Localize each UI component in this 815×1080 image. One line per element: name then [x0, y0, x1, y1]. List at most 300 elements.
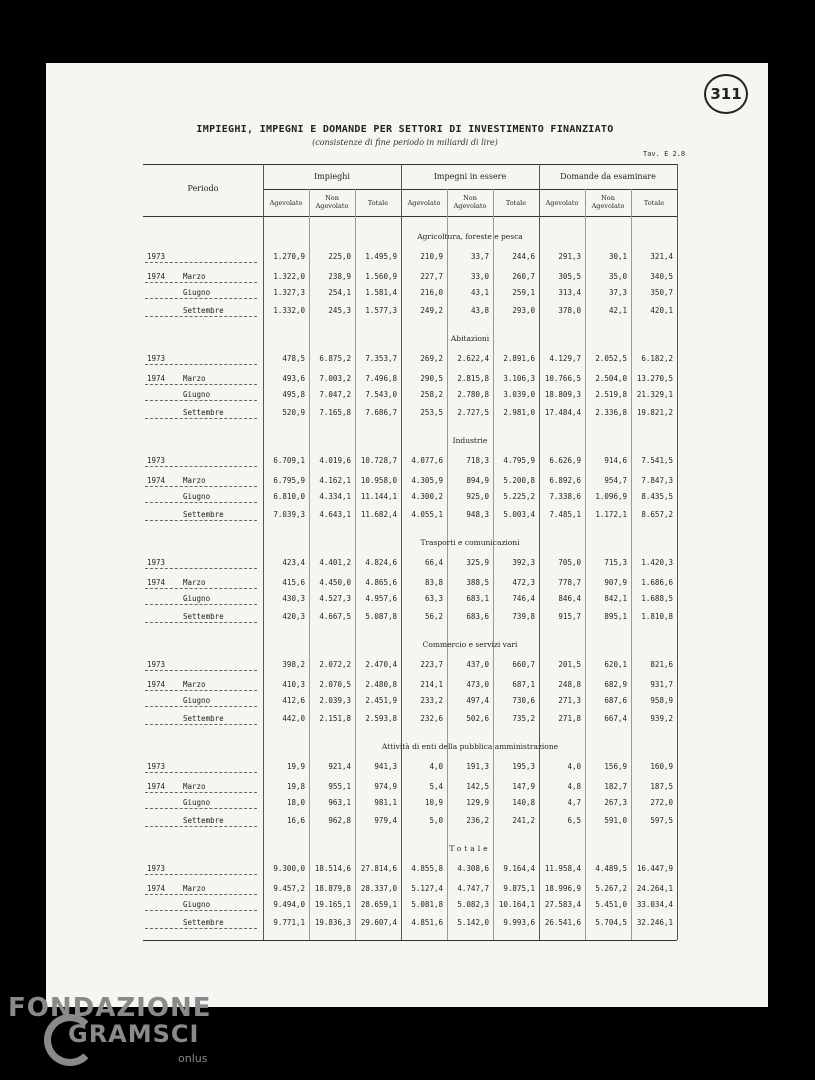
table-cell: 3.039,0 — [503, 390, 535, 399]
table-cell: 2.891,6 — [503, 354, 535, 363]
table-cell: 4.489,5 — [595, 864, 627, 873]
table-cell: 8.657,2 — [641, 510, 673, 519]
table-cell: 7.039,3 — [273, 510, 305, 519]
table-cell: 735,2 — [512, 714, 535, 723]
table-cell: 4.851,6 — [411, 918, 443, 927]
table-cell: 4.308,6 — [457, 864, 489, 873]
table-cell: 730,6 — [512, 696, 535, 705]
table-cell: 442,0 — [282, 714, 305, 723]
leader-line — [145, 298, 257, 299]
period-month: Marzo — [183, 680, 206, 689]
logo-line-1: FONDAZIONE — [8, 993, 212, 1023]
table-cell: 778,7 — [558, 578, 581, 587]
table-cell: 6.875,2 — [319, 354, 351, 363]
period-month: Giugno — [183, 492, 211, 501]
table-cell: 388,5 — [466, 578, 489, 587]
table-cell: 9.771,1 — [273, 918, 305, 927]
table-cell: 4.055,1 — [411, 510, 443, 519]
table-cell: 11.144,1 — [360, 492, 397, 501]
column-header: Agevolato — [269, 199, 303, 207]
table-cell: 267,3 — [604, 798, 627, 807]
table-cell: 3.106,3 — [503, 374, 535, 383]
period-month: Settembre — [183, 408, 224, 417]
table-cell: 223,7 — [420, 660, 443, 669]
table-cell: 42,1 — [608, 306, 627, 315]
table-cell: 412,6 — [282, 696, 305, 705]
table-cell: 1.810,8 — [641, 612, 673, 621]
table-cell: 907,9 — [604, 578, 627, 587]
table-cell: 925,0 — [466, 492, 489, 501]
table-cell: 705,0 — [558, 558, 581, 567]
table-cell: 493,6 — [282, 374, 305, 383]
leader-line — [145, 588, 257, 589]
table-cell: 245,3 — [328, 306, 351, 315]
period-month: Marzo — [183, 578, 206, 587]
table-cell: 1.327,3 — [273, 288, 305, 297]
table-cell: 378,0 — [558, 306, 581, 315]
table-cell: 244,6 — [512, 252, 535, 261]
table-cell: 9.164,4 — [503, 864, 535, 873]
table-cell: 253,5 — [420, 408, 443, 417]
table-cell: 5.267,2 — [595, 884, 627, 893]
section-title: Abitazioni — [450, 334, 490, 343]
period-month: Marzo — [183, 374, 206, 383]
table-cell: 5.142,0 — [457, 918, 489, 927]
table-cell: 420,3 — [282, 612, 305, 621]
table-cell: 4.077,6 — [411, 456, 443, 465]
table-cell: 10.164,1 — [498, 900, 535, 909]
table-cell: 160,9 — [650, 762, 673, 771]
leader-line — [145, 874, 257, 875]
table-cell: 191,3 — [466, 762, 489, 771]
table-cell: 687,1 — [512, 680, 535, 689]
leader-line — [145, 826, 257, 827]
table-cell: 290,5 — [420, 374, 443, 383]
table-cell: 895,1 — [604, 612, 627, 621]
table-cell: 821,6 — [650, 660, 673, 669]
table-cell: 142,5 — [466, 782, 489, 791]
table-cell: 293,0 — [512, 306, 535, 315]
leader-line — [145, 262, 257, 263]
table-cell: 269,2 — [420, 354, 443, 363]
table-cell: 974,9 — [374, 782, 397, 791]
table-cell: 915,7 — [558, 612, 581, 621]
leader-line — [145, 808, 257, 809]
section-title: Commercio e servizi vari — [422, 640, 518, 649]
table-cell: 19,9 — [286, 762, 305, 771]
section-title: Attività di enti della pubblica amministrazione — [381, 742, 559, 751]
table-cell: 415,6 — [282, 578, 305, 587]
period-header: Periodo — [187, 184, 219, 193]
table-cell: 258,2 — [420, 390, 443, 399]
table-cell: 472,3 — [512, 578, 535, 587]
table-cell: 24.264,1 — [636, 884, 673, 893]
table-cell: 18.879,8 — [314, 884, 351, 893]
table-cell: 7.485,1 — [549, 510, 581, 519]
table-cell: 921,4 — [328, 762, 351, 771]
table-cell: 83,8 — [424, 578, 443, 587]
table-cell: 2.593,8 — [365, 714, 397, 723]
table-cell: 19.821,2 — [636, 408, 673, 417]
table-cell: 10,9 — [424, 798, 443, 807]
period-year: 1973 — [147, 354, 166, 363]
table-cell: 4,8 — [567, 782, 581, 791]
table-cell: 7.686,7 — [365, 408, 397, 417]
table-cell: 1.420,3 — [641, 558, 673, 567]
table-cell: 6.626,9 — [549, 456, 581, 465]
table-cell: 272,0 — [650, 798, 673, 807]
table-cell: 13.270,5 — [636, 374, 673, 383]
column-header: Agevolato — [407, 199, 441, 207]
leader-line — [145, 894, 257, 895]
table-cell: 340,5 — [650, 272, 673, 281]
table-cell: 291,3 — [558, 252, 581, 261]
table-cell: 259,1 — [512, 288, 535, 297]
leader-line — [145, 910, 257, 911]
leader-line — [145, 502, 257, 503]
table-cell: 2.504,0 — [595, 374, 627, 383]
table-cell: 33,0 — [470, 272, 489, 281]
table-cell: 10.728,7 — [360, 456, 397, 465]
table-cell: 842,1 — [604, 594, 627, 603]
table-cell: 9.457,2 — [273, 884, 305, 893]
table-cell: 254,1 — [328, 288, 351, 297]
table-cell: 392,3 — [512, 558, 535, 567]
table-cell: 66,4 — [424, 558, 443, 567]
table-cell: 1.322,0 — [273, 272, 305, 281]
table-cell: 313,4 — [558, 288, 581, 297]
table-cell: 430,3 — [282, 594, 305, 603]
table-cell: 2.815,8 — [457, 374, 489, 383]
table-cell: 4.855,8 — [411, 864, 443, 873]
table-cell: 63,3 — [424, 594, 443, 603]
column-header: Non Agevolato — [315, 194, 349, 210]
table-cell: 249,2 — [420, 306, 443, 315]
table-cell: 18,0 — [286, 798, 305, 807]
table-cell: 7.543,0 — [365, 390, 397, 399]
table-cell: 28.659,1 — [360, 900, 397, 909]
table-cell: 18.514,6 — [314, 864, 351, 873]
table-cell: 667,4 — [604, 714, 627, 723]
table-cell: 683,1 — [466, 594, 489, 603]
period-year: 1974 — [147, 578, 166, 587]
table-cell: 17.484,4 — [544, 408, 581, 417]
column-header: Agevolato — [545, 199, 579, 207]
table-cell: 21.329,1 — [636, 390, 673, 399]
table-cell: 682,9 — [604, 680, 627, 689]
table-cell: 32.246,1 — [636, 918, 673, 927]
leader-line — [145, 400, 257, 401]
table-cell: 2.480,8 — [365, 680, 397, 689]
table-cell: 478,5 — [282, 354, 305, 363]
table-cell: 56,2 — [424, 612, 443, 621]
table-cell: 238,9 — [328, 272, 351, 281]
table-cell: 4.334,1 — [319, 492, 351, 501]
table-cell: 216,0 — [420, 288, 443, 297]
table-cell: 495,8 — [282, 390, 305, 399]
period-month: Settembre — [183, 714, 224, 723]
table-cell: 2.052,5 — [595, 354, 627, 363]
group-header-domande: Domande da esaminare — [560, 172, 656, 181]
period-month: Marzo — [183, 476, 206, 485]
table-cell: 225,0 — [328, 252, 351, 261]
column-header: Totale — [505, 199, 527, 207]
table-title: IMPIEGHI, IMPEGNI E DOMANDE PER SETTORI DI INVESTIMENTO FINANZIATO — [196, 124, 614, 135]
table-cell: 4.747,7 — [457, 884, 489, 893]
table-cell: 4.450,0 — [319, 578, 351, 587]
table-cell: 11.958,4 — [544, 864, 581, 873]
table-cell: 410,3 — [282, 680, 305, 689]
table-cell: 6.810,0 — [273, 492, 305, 501]
group-header-impegni: Impegni in essere — [433, 172, 507, 181]
table-cell: 1.172,1 — [595, 510, 627, 519]
leader-line — [145, 670, 257, 671]
period-month: Marzo — [183, 884, 206, 893]
table-cell: 6.795,9 — [273, 476, 305, 485]
table-cell: 497,4 — [466, 696, 489, 705]
table-cell: 2.780,8 — [457, 390, 489, 399]
table-cell: 941,3 — [374, 762, 397, 771]
group-header-impieghi: Impieghi — [314, 172, 350, 181]
table-cell: 271,8 — [558, 714, 581, 723]
leader-line — [145, 316, 257, 317]
table-cell: 931,7 — [650, 680, 673, 689]
table-cell: 948,3 — [466, 510, 489, 519]
table-cell: 321,4 — [650, 252, 673, 261]
table-cell: 2.519,8 — [595, 390, 627, 399]
table-cell: 232,6 — [420, 714, 443, 723]
table-cell: 939,2 — [650, 714, 673, 723]
table-cell: 29.607,4 — [360, 918, 397, 927]
table-cell: 4.824,6 — [365, 558, 397, 567]
column-header: Totale — [367, 199, 389, 207]
section-title: Industrie — [452, 436, 488, 445]
period-month: Giugno — [183, 390, 211, 399]
table-cell: 5.225,2 — [503, 492, 535, 501]
table-cell: 30,1 — [608, 252, 627, 261]
table-cell: 5.081,8 — [411, 900, 443, 909]
table-cell: 5,0 — [429, 816, 443, 825]
table-cell: 6.892,6 — [549, 476, 581, 485]
leader-line — [145, 724, 257, 725]
period-year: 1974 — [147, 374, 166, 383]
table-cell: 1.577,3 — [365, 306, 397, 315]
table-cell: 33,7 — [470, 252, 489, 261]
column-header: Non Agevolato — [591, 194, 625, 210]
table-cell: 4.162,1 — [319, 476, 351, 485]
table-cell: 5.704,5 — [595, 918, 627, 927]
table-cell: 4,7 — [567, 798, 581, 807]
table-cell: 305,5 — [558, 272, 581, 281]
table-cell: 687,6 — [604, 696, 627, 705]
leader-line — [145, 466, 257, 467]
table-cell: 520,9 — [282, 408, 305, 417]
table-cell: 9.875,1 — [503, 884, 535, 893]
table-cell: 4.300,2 — [411, 492, 443, 501]
period-year: 1973 — [147, 558, 166, 567]
leader-line — [145, 792, 257, 793]
watermark-logo — [8, 990, 212, 1080]
table-cell: 398,2 — [282, 660, 305, 669]
table-cell: 955,1 — [328, 782, 351, 791]
table-cell: 227,7 — [420, 272, 443, 281]
table-cell: 4.019,6 — [319, 456, 351, 465]
table-cell: 26.541,6 — [544, 918, 581, 927]
period-month: Giugno — [183, 288, 211, 297]
table-cell: 591,0 — [604, 816, 627, 825]
table-cell: 7.047,2 — [319, 390, 351, 399]
period-month: Settembre — [183, 918, 224, 927]
period-month: Giugno — [183, 696, 211, 705]
column-header: Totale — [643, 199, 665, 207]
table-cell: 210,9 — [420, 252, 443, 261]
period-month: Giugno — [183, 798, 211, 807]
table-cell: 502,6 — [466, 714, 489, 723]
data-table — [143, 164, 677, 944]
table-cell: 4.957,6 — [365, 594, 397, 603]
table-cell: 846,4 — [558, 594, 581, 603]
period-month: Giugno — [183, 594, 211, 603]
period-month: Settembre — [183, 612, 224, 621]
period-year: 1974 — [147, 272, 166, 281]
table-cell: 182,7 — [604, 782, 627, 791]
table-cell: 620,1 — [604, 660, 627, 669]
period-year: 1973 — [147, 456, 166, 465]
table-cell: 4.401,2 — [319, 558, 351, 567]
table-cell: 2.470,4 — [365, 660, 397, 669]
section-title: Trasporti e comunicazioni — [420, 538, 520, 547]
table-cell: 43,8 — [470, 306, 489, 315]
table-cell: 954,7 — [604, 476, 627, 485]
table-cell: 2.039,3 — [319, 696, 351, 705]
table-cell: 7.353,7 — [365, 354, 397, 363]
leader-line — [145, 706, 257, 707]
table-cell: 9.993,6 — [503, 918, 535, 927]
section-title: Agricoltura, foreste e pesca — [417, 232, 523, 241]
table-subtitle: (consistenze di fine periodo in miliardi di lire) — [312, 138, 498, 147]
table-cell: 7.003,2 — [319, 374, 351, 383]
table-cell: 914,6 — [604, 456, 627, 465]
table-cell: 1.495,9 — [365, 252, 397, 261]
table-cell: 473,0 — [466, 680, 489, 689]
leader-line — [145, 282, 257, 283]
period-month: Marzo — [183, 272, 206, 281]
table-cell: 5,4 — [429, 782, 443, 791]
table-cell: 43,1 — [470, 288, 489, 297]
table-cell: 236,2 — [466, 816, 489, 825]
period-month: Marzo — [183, 782, 206, 791]
period-month: Settembre — [183, 510, 224, 519]
table-cell: 7.338,6 — [549, 492, 581, 501]
table-cell: 6.182,2 — [641, 354, 673, 363]
table-cell: 11.682,4 — [360, 510, 397, 519]
table-cell: 2.727,5 — [457, 408, 489, 417]
table-cell: 4.305,9 — [411, 476, 443, 485]
table-cell: 33.034,4 — [636, 900, 673, 909]
period-year: 1973 — [147, 762, 166, 771]
leader-line — [145, 520, 257, 521]
leader-line — [145, 604, 257, 605]
table-cell: 350,7 — [650, 288, 673, 297]
table-cell: 1.581,4 — [365, 288, 397, 297]
table-cell: 233,2 — [420, 696, 443, 705]
table-cell: 8.435,5 — [641, 492, 673, 501]
table-cell: 2.981,0 — [503, 408, 535, 417]
page-number: 311 — [704, 74, 748, 114]
table-cell: 1.096,9 — [595, 492, 627, 501]
leader-line — [145, 384, 257, 385]
period-year: 1974 — [147, 884, 166, 893]
table-cell: 19,8 — [286, 782, 305, 791]
table-cell: 18.809,3 — [544, 390, 581, 399]
table-cell: 4,0 — [429, 762, 443, 771]
table-cell: 27.583,4 — [544, 900, 581, 909]
table-cell: 5.003,4 — [503, 510, 535, 519]
table-cell: 129,9 — [466, 798, 489, 807]
table-cell: 325,9 — [466, 558, 489, 567]
table-cell: 437,0 — [466, 660, 489, 669]
table-cell: 715,3 — [604, 558, 627, 567]
table-cell: 1.688,5 — [641, 594, 673, 603]
table-cell: 894,9 — [466, 476, 489, 485]
period-year: 1973 — [147, 252, 166, 261]
table-cell: 5.200,8 — [503, 476, 535, 485]
table-cell: 746,4 — [512, 594, 535, 603]
period-month: Giugno — [183, 900, 211, 909]
table-cell: 597,5 — [650, 816, 673, 825]
table-cell: 420,1 — [650, 306, 673, 315]
leader-line — [145, 928, 257, 929]
table-cell: 147,9 — [512, 782, 535, 791]
table-cell: 4.527,3 — [319, 594, 351, 603]
period-year: 1974 — [147, 476, 166, 485]
table-cell: 140,8 — [512, 798, 535, 807]
table-cell: 7.496,8 — [365, 374, 397, 383]
table-cell: 28.337,0 — [360, 884, 397, 893]
table-cell: 35,0 — [608, 272, 627, 281]
table-cell: 214,1 — [420, 680, 443, 689]
table-cell: 739,8 — [512, 612, 535, 621]
table-cell: 1.332,0 — [273, 306, 305, 315]
table-cell: 16,6 — [286, 816, 305, 825]
table-cell: 5.082,3 — [457, 900, 489, 909]
table-cell: 9.494,0 — [273, 900, 305, 909]
table-cell: 271,3 — [558, 696, 581, 705]
column-header: Non Agevolato — [453, 194, 487, 210]
table-cell: 4,0 — [567, 762, 581, 771]
table-cell: 2.622,4 — [457, 354, 489, 363]
table-cell: 18.996,9 — [544, 884, 581, 893]
table-cell: 7.847,3 — [641, 476, 673, 485]
table-cell: 718,3 — [466, 456, 489, 465]
leader-line — [145, 364, 257, 365]
table-reference: Tav. E 2.8 — [643, 150, 686, 158]
table-cell: 2.336,8 — [595, 408, 627, 417]
table-cell: 27.814,6 — [360, 864, 397, 873]
table-cell: 10.766,5 — [544, 374, 581, 383]
leader-line — [145, 568, 257, 569]
period-month: Settembre — [183, 816, 224, 825]
table-cell: 6,5 — [567, 816, 581, 825]
table-cell: 1.270,9 — [273, 252, 305, 261]
table-cell: 4.643,1 — [319, 510, 351, 519]
table-cell: 5.127,4 — [411, 884, 443, 893]
logo-line-3: onlus — [178, 1052, 208, 1065]
leader-line — [145, 690, 257, 691]
logo-line-2: GRAMSCI — [68, 1020, 200, 1048]
table-cell: 7.165,8 — [319, 408, 351, 417]
leader-line — [145, 486, 257, 487]
